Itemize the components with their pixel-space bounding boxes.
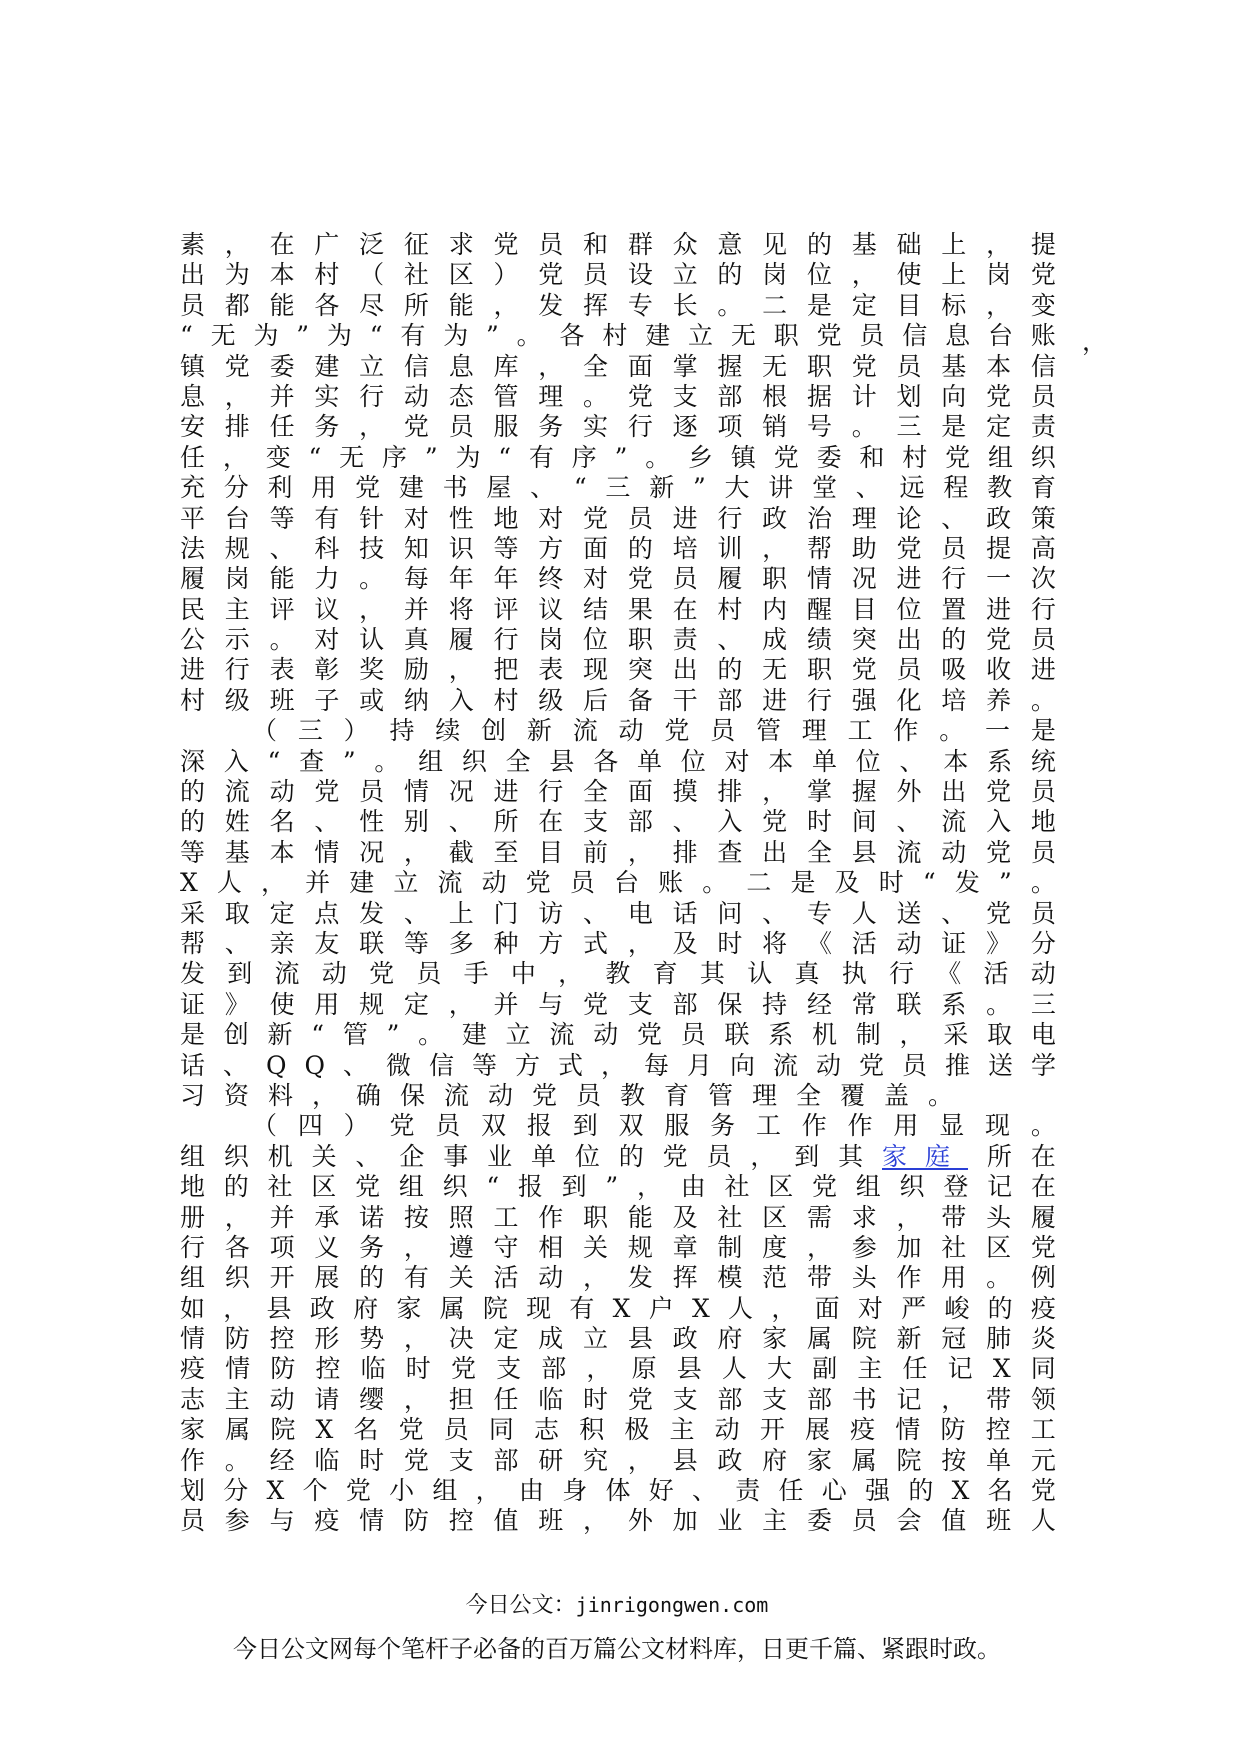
text-line: 镇 党 委 建 立 信 息 库 ， 全 面 掌 握 无 职 党 员 基 本 信	[180, 351, 1056, 381]
text-line: 的 姓 名 、 性 别 、 所 在 支 部 、 入 党 时 间 、 流 入 地	[180, 807, 1056, 837]
text-line: 进 行 表 彰 奖 励 ， 把 表 现 突 出 的 无 职 党 员 吸 收 进	[180, 655, 1056, 685]
text-line: （ 三 ） 持 续 创 新 流 动 党 员 管 理 工 作 。 一 是	[252, 716, 1056, 746]
text-line: X 人 ， 并 建 立 流 动 党 员 台 账 。 二 是 及 时 “ 发 ” 。	[180, 868, 1056, 898]
text-line: 法 规 、 科 技 知 识 等 方 面 的 培 训 ， 帮 助 党 员 提 高	[180, 533, 1056, 563]
text-line: 地 的 社 区 党 组 织 “ 报 到 ” ， 由 社 区 党 组 织 登 记 在	[180, 1172, 1056, 1202]
text-line: 疫 情 防 控 临 时 党 支 部 ， 原 县 人 大 副 主 任 记 X 同	[180, 1354, 1056, 1384]
text-line: 员 参 与 疫 情 防 控 值 班 ， 外 加 业 主 委 员 会 值 班 人	[180, 1506, 1056, 1536]
text-line: 公 示 。 对 认 真 履 行 岗 位 职 责 、 成 绩 突 出 的 党 员	[180, 625, 1056, 655]
text-line: 深 入 “ 查 ” 。 组 织 全 县 各 单 位 对 本 单 位 、 本 系 统	[180, 746, 1056, 776]
text-line: 素 ， 在 广 泛 征 求 党 员 和 群 众 意 见 的 基 础 上 ， 提	[180, 230, 1056, 259]
text-line: 息 ， 并 实 行 动 态 管 理 。 党 支 部 根 据 计 划 向 党 员	[180, 381, 1056, 411]
document-body	[180, 230, 1056, 1537]
text-line: 平 台 等 有 针 对 性 地 对 党 员 进 行 政 治 理 论 、 政 策	[180, 503, 1056, 533]
text-line: 组 织 开 展 的 有 关 活 动 ， 发 挥 模 范 带 头 作 用 。 例	[180, 1263, 1056, 1293]
text-line: 发 到 流 动 党 员 手 中 ， 教 育 其 认 真 执 行 《 活 动	[180, 959, 1056, 989]
text-line: “ 无 为 ” 为 “ 有 为 ” 。 各 村 建 立 无 职 党 员 信 息 台 账	[180, 321, 1056, 351]
text-line: 采 取 定 点 发 、 上 门 访 、 电 话 问 、 专 人 送 、 党 员	[180, 898, 1056, 928]
footer-label: 今日公文：	[465, 1593, 576, 1618]
text-line: 如 ， 县 政 府 家 属 院 现 有 X 户 X 人 ， 面 对 严 峻 的 疫	[180, 1293, 1056, 1323]
text-line: 行 各 项 义 务 ， 遵 守 相 关 规 章 制 度 ， 参 加 社 区 党	[180, 1232, 1056, 1262]
overflow-comma: ，	[1082, 327, 1108, 356]
text-line: 组 织 机 关 、 企 事 业 单 位 的 党 员 ， 到 其 家庭 所 在	[180, 1141, 1056, 1171]
text-line: 等 基 本 情 况 ， 截 至 目 前 ， 排 查 出 全 县 流 动 党 员	[180, 837, 1056, 867]
text-line: 作 。 经 临 时 党 支 部 研 究 ， 县 政 府 家 属 院 按 单 元	[180, 1445, 1056, 1475]
text-line: 的 流 动 党 员 情 况 进 行 全 面 摸 排 ， 掌 握 外 出 党 员	[180, 777, 1056, 807]
text-line: 民 主 评 议 ， 并 将 评 议 结 果 在 村 内 醒 目 位 置 进 行	[180, 594, 1056, 624]
footer-source	[0, 1590, 1234, 1621]
family-link[interactable]: 家庭	[882, 1141, 969, 1171]
page-footer	[0, 1590, 1234, 1669]
text-line: 充 分 利 用 党 建 书 屋 、 “ 三 新 ” 大 讲 堂 、 远 程 教 育	[180, 473, 1056, 503]
text-line: 村 级 班 子 或 纳 入 村 级 后 备 干 部 进 行 强 化 培 养 。	[180, 685, 1056, 715]
text-line: 家 属 院 X 名 党 员 同 志 积 极 主 动 开 展 疫 情 防 控 工	[180, 1415, 1056, 1445]
text-line: （ 四 ） 党 员 双 报 到 双 服 务 工 作 作 用 显 现 。	[252, 1111, 1056, 1141]
footer-slogan: 今日公文网每个笔杆子必备的百万篇公文材料库，日更千篇、紧跟时政。	[233, 1635, 1001, 1663]
text-line: 帮 、 亲 友 联 等 多 种 方 式 ， 及 时 将 《 活 动 证 》 分	[180, 928, 1056, 958]
text-line: 安 排 任 务 ， 党 员 服 务 实 行 逐 项 销 号 。 三 是 定 责	[180, 412, 1056, 442]
text-line: 证 》 使 用 规 定 ， 并 与 党 支 部 保 持 经 常 联 系 。 三	[180, 989, 1056, 1019]
footer-site-link[interactable]: jinrigongwen.com	[575, 1593, 769, 1617]
text-line: 任 ， 变 “ 无 序 ” 为 “ 有 序 ” 。 乡 镇 党 委 和 村 党 组 织	[180, 442, 1056, 472]
text-line	[180, 1081, 1056, 1111]
text-line: 出 为 本 村 （ 社 区 ） 党 员 设 立 的 岗 位 ， 使 上 岗 党	[180, 260, 1056, 290]
text-line: 是 创 新 “ 管 ” 。 建 立 流 动 党 员 联 系 机 制 ， 采 取 电	[180, 1020, 1056, 1050]
text-line-content: 习资料，确保流动党员教育管理全覆盖。	[180, 1080, 973, 1110]
text-line: 履 岗 能 力 。 每 年 年 终 对 党 员 履 职 情 况 进 行 一 次	[180, 564, 1056, 594]
text-line: 划 分 X 个 党 小 组 ， 由 身 体 好 、 责 任 心 强 的 X 名 党	[180, 1476, 1056, 1506]
text-line: 话 、 Q Q 、 微 信 等 方 式 ， 每 月 向 流 动 党 员 推 送 学	[180, 1050, 1056, 1080]
text-line: 情 防 控 形 势 ， 决 定 成 立 县 政 府 家 属 院 新 冠 肺 炎	[180, 1324, 1056, 1354]
text-line: 志 主 动 请 缨 ， 担 任 临 时 党 支 部 支 部 书 记 ， 带 领	[180, 1384, 1056, 1414]
text-line: 册 ， 并 承 诺 按 照 工 作 职 能 及 社 区 需 求 ， 带 头 履	[180, 1202, 1056, 1232]
text-line: 员 都 能 各 尽 所 能 ， 发 挥 专 长 。 二 是 定 目 标 ， 变	[180, 290, 1056, 320]
